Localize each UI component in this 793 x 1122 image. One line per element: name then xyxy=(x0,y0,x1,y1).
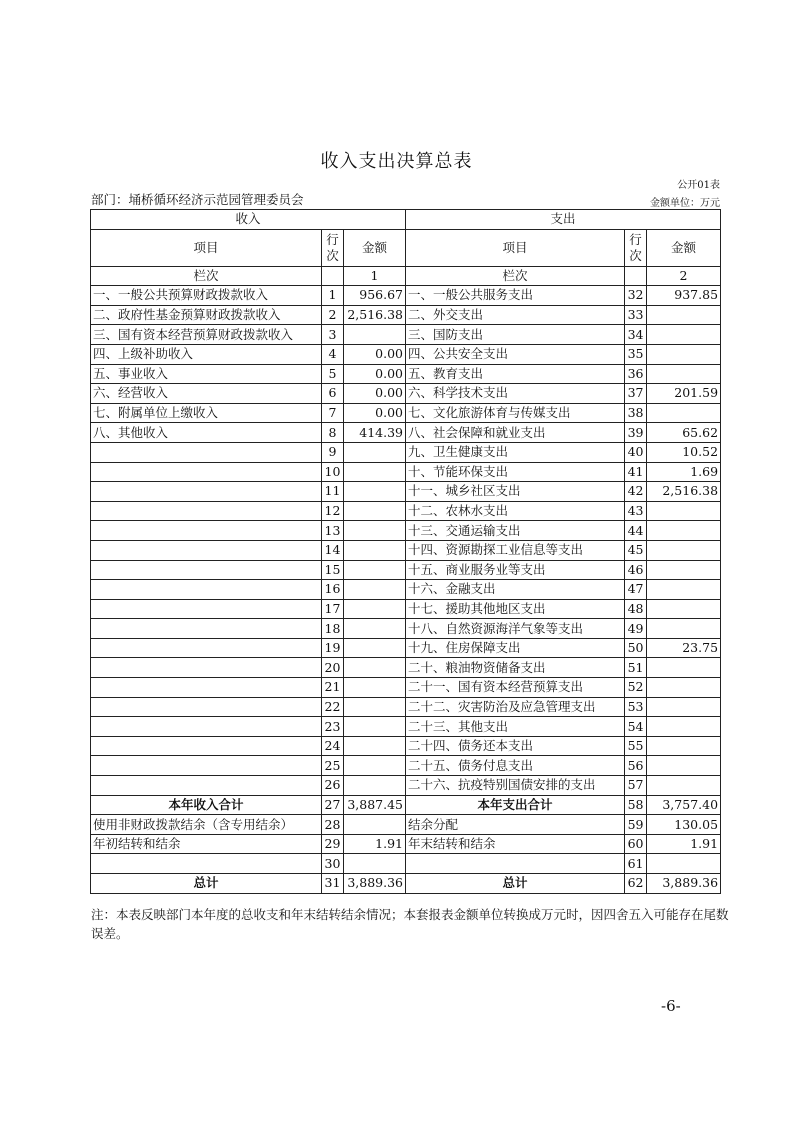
table-row xyxy=(91,501,721,521)
income-line: 4 xyxy=(322,344,344,364)
income-line: 18 xyxy=(322,619,344,639)
income-line: 9 xyxy=(322,442,344,462)
income-amount xyxy=(344,717,406,737)
income-line: 12 xyxy=(322,501,344,521)
expense-line: 54 xyxy=(625,717,647,737)
expense-line: 62 xyxy=(625,874,647,894)
table-row xyxy=(91,560,721,580)
income-item xyxy=(91,540,322,560)
income-amount xyxy=(344,854,406,874)
income-item: 四、上级补助收入 xyxy=(91,344,322,364)
income-line: 29 xyxy=(322,834,344,854)
expense-line-header: 行次 xyxy=(625,229,647,266)
expense-line: 49 xyxy=(625,619,647,639)
expense-line: 61 xyxy=(625,854,647,874)
expense-amount xyxy=(647,776,721,796)
income-line: 22 xyxy=(322,697,344,717)
expense-amount xyxy=(647,756,721,776)
income-line: 1 xyxy=(322,286,344,306)
expense-amount xyxy=(647,305,721,325)
income-amount: 1.91 xyxy=(344,834,406,854)
expense-item: 二十一、国有资本经营预算支出 xyxy=(406,678,625,698)
expense-item: 结余分配 xyxy=(406,815,625,835)
expense-line: 43 xyxy=(625,501,647,521)
table-row xyxy=(91,364,721,384)
expense-column-label: 栏次 xyxy=(406,266,625,286)
expense-amount xyxy=(647,658,721,678)
income-item xyxy=(91,638,322,658)
income-item: 二、政府性基金预算财政拨款收入 xyxy=(91,305,322,325)
expense-item: 七、文化旅游体育与传媒支出 xyxy=(406,403,625,423)
table-row xyxy=(91,325,721,345)
income-amount xyxy=(344,638,406,658)
table-row xyxy=(91,521,721,541)
income-line: 21 xyxy=(322,678,344,698)
income-line: 13 xyxy=(322,521,344,541)
income-line: 17 xyxy=(322,599,344,619)
expense-item: 十九、住房保障支出 xyxy=(406,638,625,658)
income-amount xyxy=(344,540,406,560)
expense-line: 33 xyxy=(625,305,647,325)
expense-line: 56 xyxy=(625,756,647,776)
income-item xyxy=(91,854,322,874)
income-item xyxy=(91,482,322,502)
expense-item: 二、外交支出 xyxy=(406,305,625,325)
expense-line: 41 xyxy=(625,462,647,482)
expense-item: 八、社会保障和就业支出 xyxy=(406,423,625,443)
income-amount xyxy=(344,442,406,462)
table-row xyxy=(91,540,721,560)
income-item xyxy=(91,736,322,756)
income-item-header: 项目 xyxy=(91,229,322,266)
expense-line: 36 xyxy=(625,364,647,384)
table-row xyxy=(91,638,721,658)
expense-amount: 1.69 xyxy=(647,462,721,482)
expense-amount xyxy=(647,697,721,717)
expense-item: 十一、城乡社区支出 xyxy=(406,482,625,502)
expense-line: 51 xyxy=(625,658,647,678)
income-line: 5 xyxy=(322,364,344,384)
income-item xyxy=(91,442,322,462)
income-amount xyxy=(344,521,406,541)
table-row xyxy=(91,305,721,325)
income-amount xyxy=(344,815,406,835)
expense-line: 60 xyxy=(625,834,647,854)
expense-amount xyxy=(647,619,721,639)
income-amount xyxy=(344,560,406,580)
expense-item: 十四、资源勘探工业信息等支出 xyxy=(406,540,625,560)
expense-amount xyxy=(647,580,721,600)
expense-line: 46 xyxy=(625,560,647,580)
expense-line: 53 xyxy=(625,697,647,717)
income-item: 本年收入合计 xyxy=(91,795,322,815)
expense-item: 十七、援助其他地区支出 xyxy=(406,599,625,619)
income-item xyxy=(91,501,322,521)
income-item xyxy=(91,697,322,717)
income-line: 26 xyxy=(322,776,344,796)
expense-amount: 10.52 xyxy=(647,442,721,462)
expense-amount: 201.59 xyxy=(647,384,721,404)
income-amount xyxy=(344,658,406,678)
table-row xyxy=(91,403,721,423)
expense-amount: 2,516.38 xyxy=(647,482,721,502)
income-item: 总计 xyxy=(91,874,322,894)
expense-amount: 3,757.40 xyxy=(647,795,721,815)
amount-unit-label: 金额单位：万元 xyxy=(650,198,720,209)
income-item: 三、国有资本经营预算财政拨款收入 xyxy=(91,325,322,345)
expense-item: 五、教育支出 xyxy=(406,364,625,384)
income-amount xyxy=(344,736,406,756)
form-number: 公开01表 xyxy=(677,180,720,191)
table-row xyxy=(91,462,721,482)
table-row xyxy=(91,658,721,678)
expense-amount: 937.85 xyxy=(647,286,721,306)
table-row xyxy=(91,678,721,698)
income-line: 25 xyxy=(322,756,344,776)
income-line: 2 xyxy=(322,305,344,325)
income-amount: 3,889.36 xyxy=(344,874,406,894)
expense-item: 四、公共安全支出 xyxy=(406,344,625,364)
income-item: 五、事业收入 xyxy=(91,364,322,384)
expense-amount xyxy=(647,364,721,384)
expense-line: 32 xyxy=(625,286,647,306)
expense-item: 十五、商业服务业等支出 xyxy=(406,560,625,580)
expense-item: 二十三、其他支出 xyxy=(406,717,625,737)
expense-amount xyxy=(647,854,721,874)
table-row xyxy=(91,697,721,717)
table-row xyxy=(91,756,721,776)
income-amount xyxy=(344,776,406,796)
income-item: 一、一般公共预算财政拨款收入 xyxy=(91,286,322,306)
income-amount xyxy=(344,482,406,502)
income-item: 年初结转和结余 xyxy=(91,834,322,854)
income-item: 七、附属单位上缴收入 xyxy=(91,403,322,423)
expense-line: 47 xyxy=(625,580,647,600)
income-item xyxy=(91,599,322,619)
expense-line: 52 xyxy=(625,678,647,698)
expense-item: 九、卫生健康支出 xyxy=(406,442,625,462)
income-line: 10 xyxy=(322,462,344,482)
subtotal-row xyxy=(91,795,721,815)
table-row xyxy=(91,599,721,619)
expense-line: 55 xyxy=(625,736,647,756)
footnote: 注：本表反映部门本年度的总收支和年末结转结余情况；本套报表金额单位转换成万元时，因四舍五入可能存在尾数误差。 xyxy=(91,907,729,941)
expense-item: 二十五、债务付息支出 xyxy=(406,756,625,776)
income-line: 6 xyxy=(322,384,344,404)
table-row xyxy=(91,344,721,364)
income-expense-table xyxy=(90,209,721,894)
income-line: 15 xyxy=(322,560,344,580)
table-row xyxy=(91,834,721,854)
income-item: 使用非财政拨款结余（含专用结余） xyxy=(91,815,322,835)
income-line: 20 xyxy=(322,658,344,678)
expense-item: 二十六、抗疫特别国债安排的支出 xyxy=(406,776,625,796)
empty-cell xyxy=(625,266,647,286)
expense-item: 一、一般公共服务支出 xyxy=(406,286,625,306)
income-amount xyxy=(344,697,406,717)
expense-item: 二十四、债务还本支出 xyxy=(406,736,625,756)
table-row xyxy=(91,580,721,600)
income-line: 24 xyxy=(322,736,344,756)
income-line: 31 xyxy=(322,874,344,894)
income-line: 11 xyxy=(322,482,344,502)
income-item xyxy=(91,678,322,698)
income-amount: 0.00 xyxy=(344,344,406,364)
expense-amount: 1.91 xyxy=(647,834,721,854)
expense-amount: 3,889.36 xyxy=(647,874,721,894)
expense-item: 二十二、灾害防治及应急管理支出 xyxy=(406,697,625,717)
income-line: 16 xyxy=(322,580,344,600)
expense-amount xyxy=(647,678,721,698)
table-row xyxy=(91,619,721,639)
income-item xyxy=(91,619,322,639)
expense-amount: 65.62 xyxy=(647,423,721,443)
income-item: 八、其他收入 xyxy=(91,423,322,443)
income-line: 3 xyxy=(322,325,344,345)
income-amount: 956.67 xyxy=(344,286,406,306)
expense-amount xyxy=(647,717,721,737)
department-label: 部门：埇桥循环经济示范园管理委员会 xyxy=(91,192,304,207)
income-amount: 3,887.45 xyxy=(344,795,406,815)
expense-line: 44 xyxy=(625,521,647,541)
expense-item: 年末结转和结余 xyxy=(406,834,625,854)
income-item xyxy=(91,560,322,580)
income-amount xyxy=(344,325,406,345)
income-line: 30 xyxy=(322,854,344,874)
total-row xyxy=(91,874,721,894)
expense-item: 本年支出合计 xyxy=(406,795,625,815)
expense-amount: 23.75 xyxy=(647,638,721,658)
empty-cell xyxy=(322,266,344,286)
income-item xyxy=(91,756,322,776)
income-item xyxy=(91,462,322,482)
income-item xyxy=(91,658,322,678)
expense-line: 50 xyxy=(625,638,647,658)
income-line: 7 xyxy=(322,403,344,423)
expense-item: 十二、农林水支出 xyxy=(406,501,625,521)
income-amount xyxy=(344,756,406,776)
expense-line: 57 xyxy=(625,776,647,796)
table-row xyxy=(91,482,721,502)
expense-item xyxy=(406,854,625,874)
income-amount-header: 金额 xyxy=(344,229,406,266)
expense-line: 37 xyxy=(625,384,647,404)
income-amount xyxy=(344,580,406,600)
expense-line: 48 xyxy=(625,599,647,619)
table-row xyxy=(91,717,721,737)
income-column-number: 1 xyxy=(344,266,406,286)
expense-line: 42 xyxy=(625,482,647,502)
expense-amount xyxy=(647,560,721,580)
income-amount: 0.00 xyxy=(344,364,406,384)
expense-item: 六、科学技术支出 xyxy=(406,384,625,404)
expense-item: 总计 xyxy=(406,874,625,894)
income-line: 14 xyxy=(322,540,344,560)
income-amount xyxy=(344,619,406,639)
expense-amount xyxy=(647,501,721,521)
table-row xyxy=(91,423,721,443)
expense-item: 十八、自然资源海洋气象等支出 xyxy=(406,619,625,639)
expense-section-header: 支出 xyxy=(406,210,721,230)
income-amount xyxy=(344,678,406,698)
expense-amount: 130.05 xyxy=(647,815,721,835)
income-amount: 2,516.38 xyxy=(344,305,406,325)
table-row xyxy=(91,736,721,756)
income-line: 23 xyxy=(322,717,344,737)
expense-line: 40 xyxy=(625,442,647,462)
expense-amount xyxy=(647,736,721,756)
expense-item: 十、节能环保支出 xyxy=(406,462,625,482)
table-row xyxy=(91,815,721,835)
table-row xyxy=(91,442,721,462)
table-row xyxy=(91,384,721,404)
income-item xyxy=(91,776,322,796)
expense-amount xyxy=(647,344,721,364)
income-amount: 414.39 xyxy=(344,423,406,443)
expense-amount xyxy=(647,403,721,423)
income-amount: 0.00 xyxy=(344,403,406,423)
expense-item: 十六、金融支出 xyxy=(406,580,625,600)
expense-amount xyxy=(647,599,721,619)
expense-line: 39 xyxy=(625,423,647,443)
expense-amount xyxy=(647,521,721,541)
income-column-label: 栏次 xyxy=(91,266,322,286)
table-row xyxy=(91,286,721,306)
income-line: 19 xyxy=(322,638,344,658)
expense-line: 38 xyxy=(625,403,647,423)
income-section-header: 收入 xyxy=(91,210,406,230)
income-amount: 0.00 xyxy=(344,384,406,404)
expense-line: 59 xyxy=(625,815,647,835)
expense-line: 58 xyxy=(625,795,647,815)
income-line: 27 xyxy=(322,795,344,815)
income-amount xyxy=(344,501,406,521)
income-item: 六、经营收入 xyxy=(91,384,322,404)
expense-amount xyxy=(647,540,721,560)
expense-line: 45 xyxy=(625,540,647,560)
page-title: 收入支出决算总表 xyxy=(320,151,473,172)
expense-amount-header: 金额 xyxy=(647,229,721,266)
expense-amount xyxy=(647,325,721,345)
expense-item: 十三、交通运输支出 xyxy=(406,521,625,541)
income-item xyxy=(91,521,322,541)
income-item xyxy=(91,717,322,737)
income-item xyxy=(91,580,322,600)
expense-item-header: 项目 xyxy=(406,229,625,266)
expense-line: 34 xyxy=(625,325,647,345)
income-amount xyxy=(344,462,406,482)
income-line-header: 行次 xyxy=(322,229,344,266)
income-amount xyxy=(344,599,406,619)
expense-column-number: 2 xyxy=(647,266,721,286)
income-line: 28 xyxy=(322,815,344,835)
table-row xyxy=(91,776,721,796)
expense-item: 二十、粮油物资储备支出 xyxy=(406,658,625,678)
income-line: 8 xyxy=(322,423,344,443)
page-number: -6- xyxy=(661,997,681,1015)
expense-item: 三、国防支出 xyxy=(406,325,625,345)
expense-line: 35 xyxy=(625,344,647,364)
table-row xyxy=(91,854,721,874)
